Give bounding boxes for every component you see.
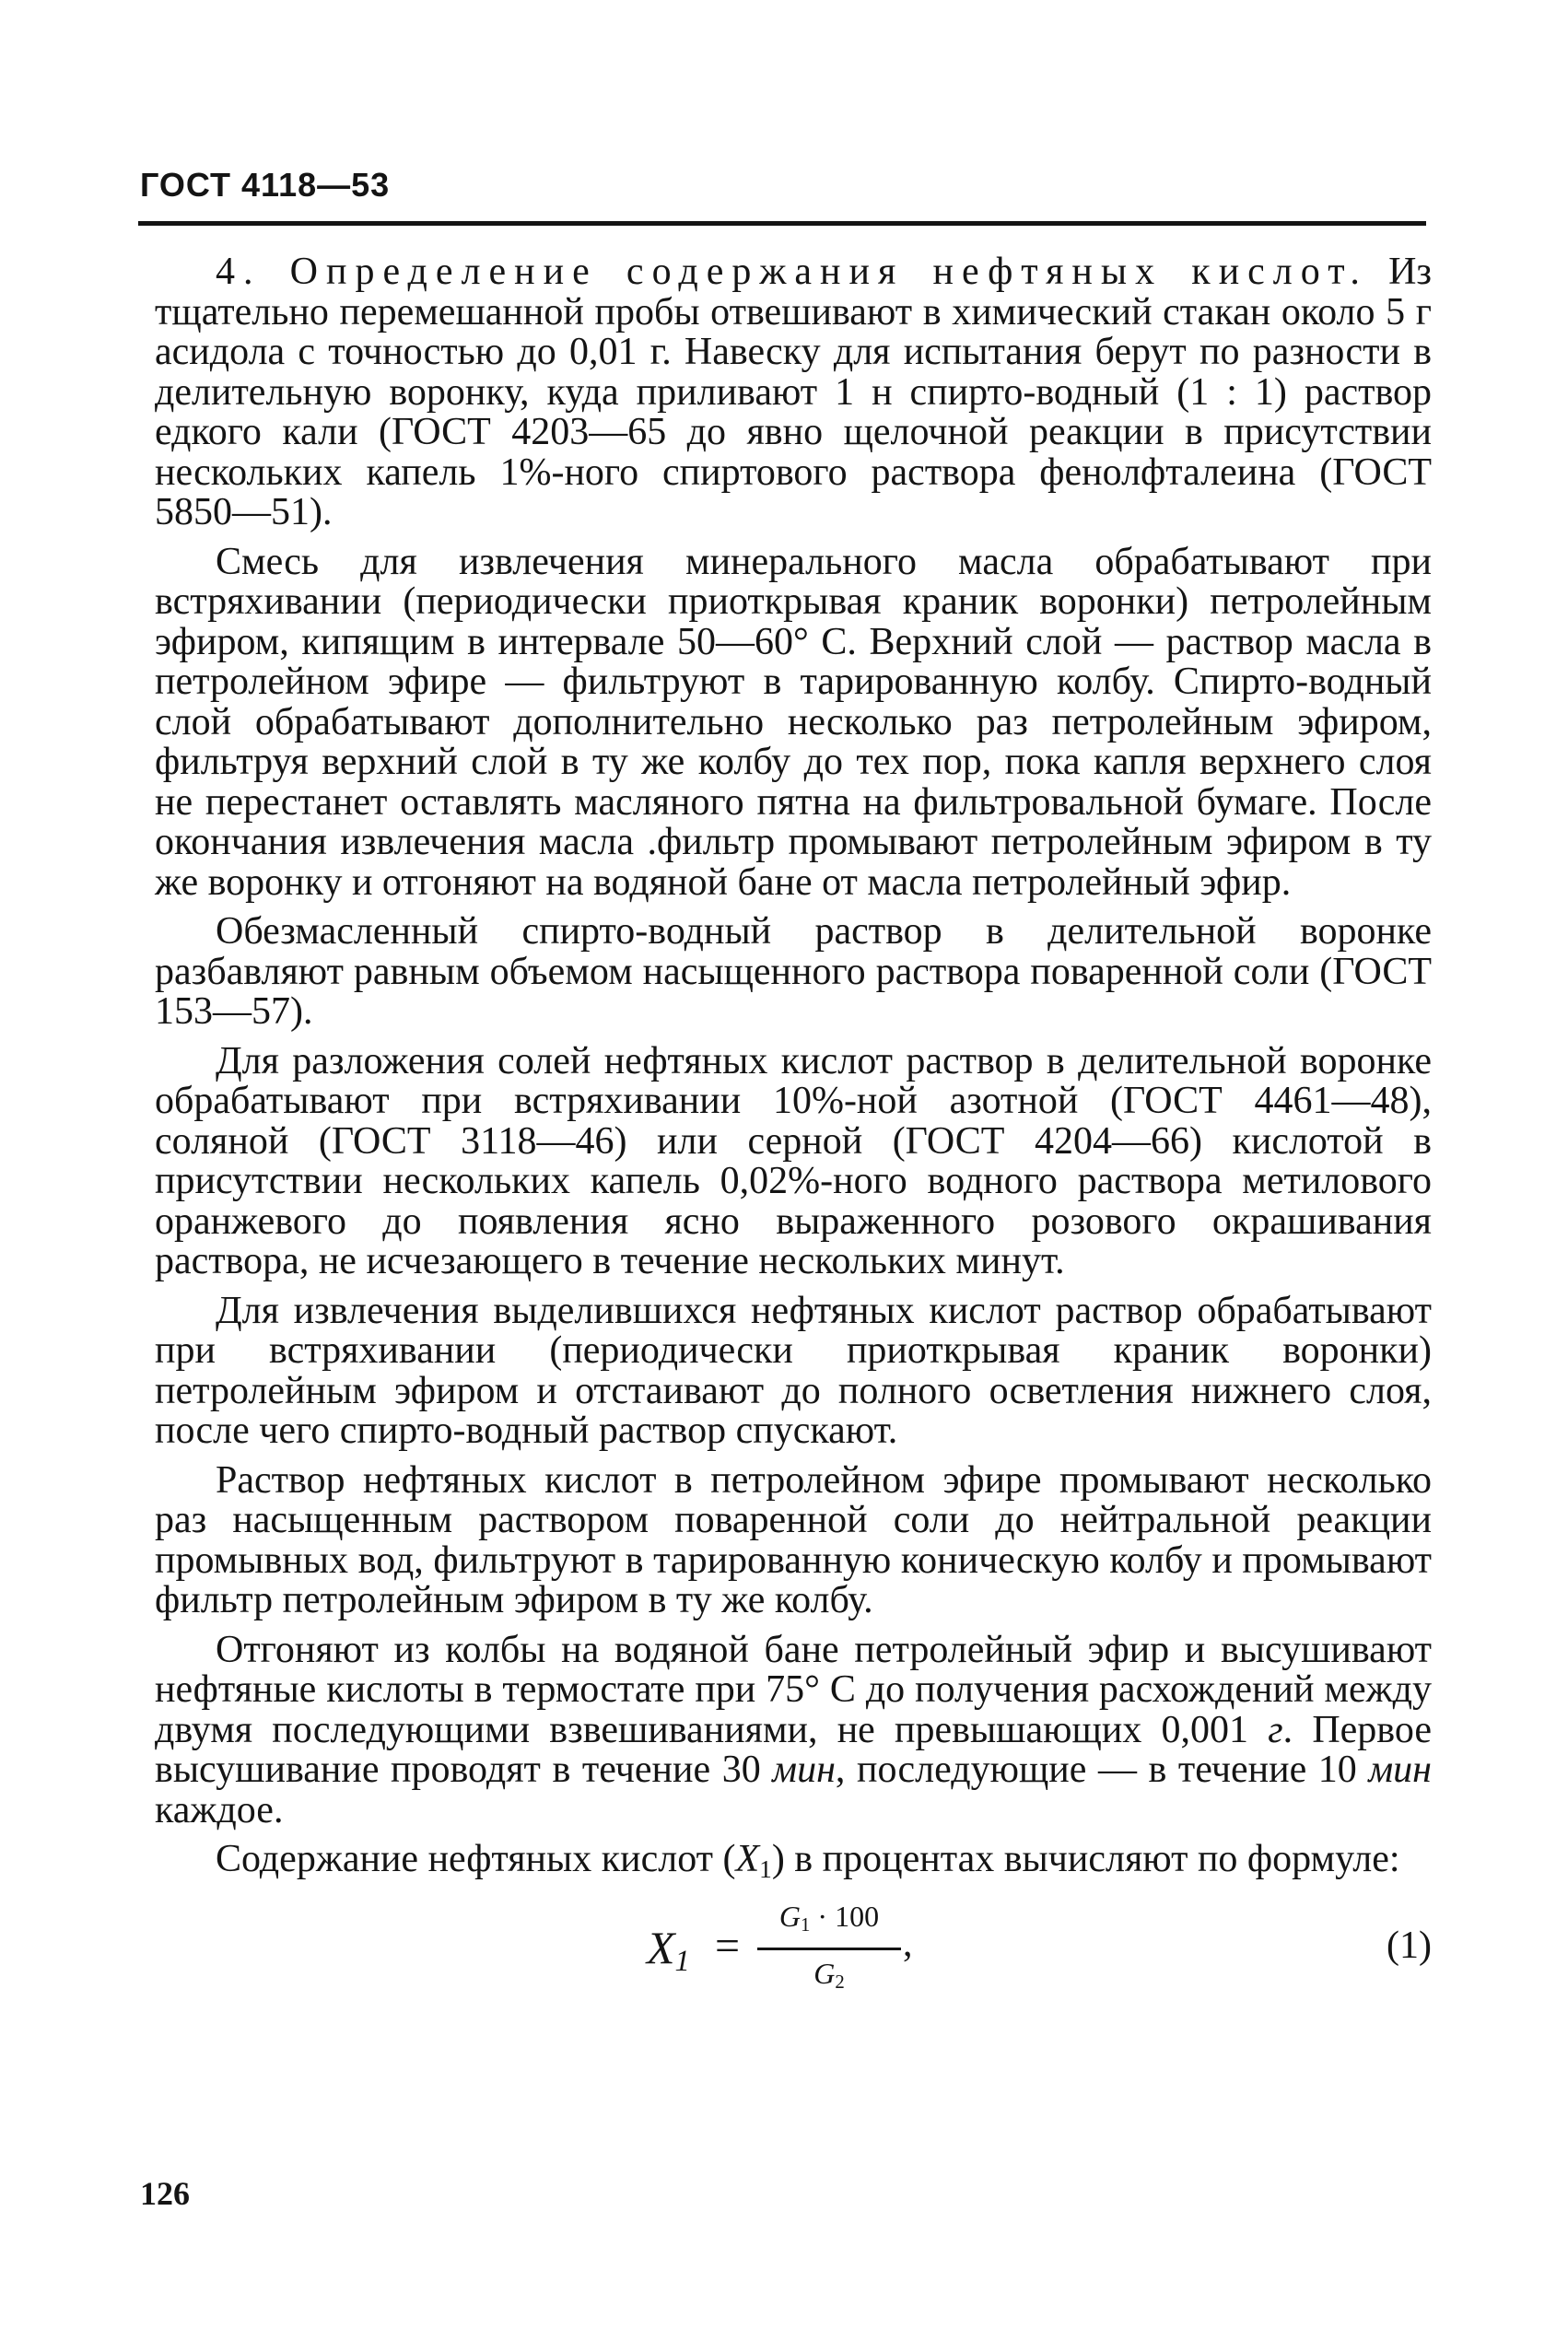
paragraph-8: [155, 1840, 1432, 1889]
fraction-bar: [757, 1948, 901, 1950]
paragraph-1-text: Из тщательно перемешанной пробы отвешивают в химический стакан около 5 г асидола с точностью до 0,01 г. Навеску для испытания берут по разности в делительную воронку, куда приливают 1 н спирто-водный (1 : 1) раствор едкого кали (ГОСТ 4203—65 до явно щелочной реакции в присутствии нескольких капель 1%-ного спиртового раствора фенолфталеина (ГОСТ 5850—51).: [155, 251, 1433, 533]
unit-gram: г: [1268, 1708, 1283, 1751]
formula-number: (1): [1387, 1924, 1432, 1968]
formula-comma: ,: [903, 1923, 913, 1966]
numerator-rest: · 100: [810, 1900, 880, 1934]
page-number: 126: [140, 2175, 190, 2212]
paragraph-3: Обезмасленный спирто-водный раствор в делительной воронке разбавляют равным объемом насыщенного раствора поваренной соли (ГОСТ 153—57).: [155, 910, 1432, 1033]
formula-fraction: [757, 1899, 901, 1999]
paragraph-7-part-a: Отгоняют из колбы на водяной бане петролейный эфир и высушивают нефтяные кислоты в термостате при 75° С до получения расхождений между двумя последующими взвешиваниями, не превышающих 0,001: [155, 1628, 1432, 1751]
paragraph-8-part-a: Содержание нефтяных кислот (: [216, 1838, 736, 1880]
paragraph-6: Раствор нефтяных кислот в петролейном эфире промывают несколько раз насыщенным раствором поваренной соли до нейтральной реакции промывных вод, фильтруют в тарированную коническую колбу и промывают фильтр петролейным эфиром в ту же колбу.: [155, 1458, 1432, 1621]
formula-lhs: [647, 1922, 690, 1983]
section-heading: 4. Определение содержания нефтяных кислот.: [216, 251, 1368, 293]
formula-equals: =: [715, 1922, 741, 1971]
page-body: [155, 252, 1432, 2000]
paragraph-7: [155, 1628, 1432, 1831]
paragraph-2: Смесь для извлечения минерального масла обрабатывают при встряхивании (периодически приоткрывая краник воронки) петролейным эфиром, кипящим в интервале 50—60° С. Верхний слой — раствор масла в петролейном эфире — фильтруют в тарированную колбу. Спирто-водный слой обрабатывают дополнительно несколько раз петролейным эфиром, фильтруя верхний слой в ту же колбу до тех пор, пока капля верхнего слоя не перестанет оставлять масляного пятна на фильтровальной бумаге. После окончания извлечения масла .фильтр промывают петролейным эфиром в ту же воронку и отгоняют на водяной бане от масла петролейный эфир.: [155, 540, 1432, 904]
variable-x: X: [735, 1838, 760, 1880]
formula-numerator: [757, 1899, 901, 1943]
unit-minutes: мин: [1368, 1749, 1432, 1791]
numerator-var: G: [778, 1900, 802, 1934]
formula-lhs-var: X: [647, 1922, 675, 1974]
formula-1: [155, 1899, 1432, 2000]
paragraph-7-part-c: , последующие — в течение 10: [835, 1749, 1369, 1791]
denominator-sub: 2: [835, 1971, 845, 1993]
paragraph-5: Для извлечения выделившихся нефтяных кислот раствор обрабатывают при встряхивании (периодически приоткрывая краник воронки) петролейным эфиром и отстаивают до полного осветления нижнего слоя, после чего спирто-водный раствор спускают.: [155, 1289, 1432, 1452]
formula-lhs-sub: 1: [674, 1945, 690, 1979]
paragraph-1: [155, 252, 1432, 533]
formula-denominator: [757, 1956, 901, 2000]
denominator-var: G: [813, 1956, 836, 1990]
paragraph-8-part-b: ) в процентах вычисляют по формуле:: [771, 1838, 1400, 1880]
paragraph-4: Для разложения солей нефтяных кислот раствор в делительной воронке обрабатывают при встряхивании 10%-ной азотной (ГОСТ 4461—48), соляной (ГОСТ 3118—46) или серной (ГОСТ 4204—66) кислотой в присутствии нескольких капель 0,02%-ного водного раствора метилового оранжевого до появления ясно выраженного розового окрашивания раствора, не исчезающего в течение нескольких минут.: [155, 1039, 1432, 1282]
unit-minutes: мин: [772, 1749, 836, 1791]
header-rule: [138, 221, 1426, 226]
paragraph-7-part-d: каждое.: [155, 1788, 284, 1831]
numerator-sub: 1: [801, 1914, 811, 1936]
variable-subscript: 1: [759, 1854, 772, 1883]
page-header: ГОСТ 4118—53: [140, 166, 391, 204]
paragraph-7-part-b: . Первое высушивание проводят в течение 30: [155, 1708, 1432, 1791]
